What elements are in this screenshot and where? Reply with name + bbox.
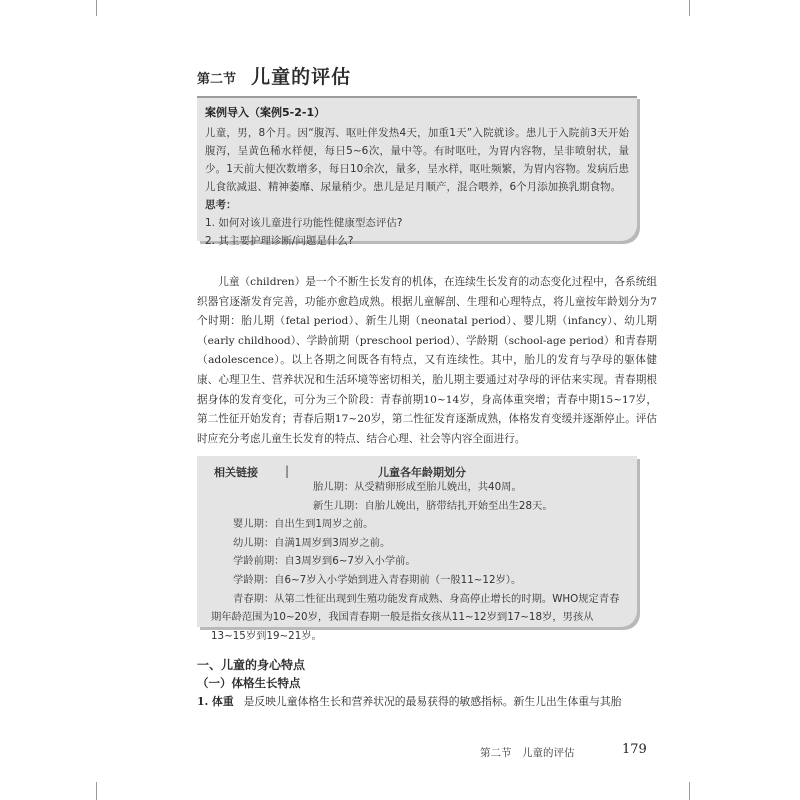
case-intro-box xyxy=(197,96,637,247)
running-head: 第二节 儿童的评估 xyxy=(480,747,575,759)
age-stage-adolescence: 青春期：从第二性征出现到生殖功能发育成熟、身高停止增长的时期。WHO规定青春期年龄范围为10~20岁，我国青春期一般是指女孩从11~12岁到17~18岁，男孩从13~15岁到19~21岁。 xyxy=(211,592,620,642)
crop-mark xyxy=(96,0,97,16)
page-number: 179 xyxy=(622,742,647,757)
section-title: 儿童的评估 xyxy=(251,66,352,88)
related-separator: | xyxy=(285,464,290,478)
crop-mark xyxy=(689,782,690,800)
age-stage-infant: 婴儿期：自出生到1周岁之前。 xyxy=(233,518,374,531)
crop-mark xyxy=(689,0,690,16)
case-body: 儿童，男，8个月。因“腹泻、呕吐伴发热4天，加重1天”入院就诊。患儿于入院前3天开始腹泻，呈黄色稀水样便，每日5~6次，量中等。有时呕吐，为胃内容物，呈非喷射状，量少。1天前大便次数增多，每日10余次，量多，呈水样，呕吐频繁，为胃内容物。发病后患儿食欲减退、精神萎靡、尿量稍少。患儿是足月顺产，混合喂养，6个月添加换乳期食物。 xyxy=(205,127,629,193)
question-item: 1. 如何对该儿童进行功能性健康型态评估? xyxy=(205,217,403,229)
age-stage-preschool: 学龄前期：自3周岁到6~7岁入小学前。 xyxy=(233,555,416,568)
body-line xyxy=(197,694,667,709)
related-title: 儿童各年龄期划分 xyxy=(378,466,466,479)
age-stage-fetal: 胎儿期：从受精卵形成至胎儿娩出，共40周。 xyxy=(313,481,522,493)
think-label: 思考： xyxy=(205,199,237,211)
age-stage-school: 学龄期：自6~7岁入小学始到进入青春期前（一般11~12岁）。 xyxy=(233,574,522,586)
crop-mark xyxy=(96,782,97,800)
age-stage-toddler: 幼儿期：自满1周岁到3周岁之前。 xyxy=(233,536,391,549)
section-heading xyxy=(197,62,351,89)
related-link-box xyxy=(197,456,637,642)
case-title: 案例导入（案例5-2-1） xyxy=(205,106,326,119)
age-stage-neonatal: 新生儿期：自胎儿娩出，脐带结扎开始至出生28天。 xyxy=(313,499,553,512)
heading-level-2: 一、儿童的身心特点 xyxy=(197,658,306,672)
item-text: 是反映儿童体格生长和营养状况的最易获得的敏感指标。新生儿出生体重与其胎 xyxy=(243,695,622,708)
heading-level-3: （一）体格生长特点 xyxy=(197,676,301,690)
item-lead: 1. 体重 xyxy=(197,695,234,708)
section-number: 第二节 xyxy=(197,72,237,87)
body-paragraph: 儿童（children）是一个不断生长发育的机体，在连续生长发育的动态变化过程中，各系统组织器官逐渐发育完善，功能亦愈趋成熟。根据儿童解剖、生理和心理特点，将儿童按年龄划分为7个时期：胎儿期（fetal period）、新生儿期（neonatal period）、婴儿期（infancy）、幼儿期（early childhood）、学龄前期（preschool period）、学龄期（school-age period）和青春期（adolescence）。以上各期之间既各有特点，又有连续性。其中，胎儿的发育与孕母的躯体健康、心理卫生、营养状况和生活环境等密切相关，胎儿期主要通过对孕母的评估来实现。青春期根据身体的发育变化，可分为三个阶段：青春前期10~14岁，身高体重突增；青春中期15~17岁，第二性征开始发育；青春后期17~20岁，第二性征发育逐渐成熟，体格发育变缓并逐渐停止。评估时应充分考虑儿童生长发育的特点、结合心理、社会等内容全面进行。 xyxy=(197,276,657,445)
related-label: 相关链接 xyxy=(214,466,258,479)
question-item: 2. 其主要护理诊断/问题是什么? xyxy=(205,235,354,247)
